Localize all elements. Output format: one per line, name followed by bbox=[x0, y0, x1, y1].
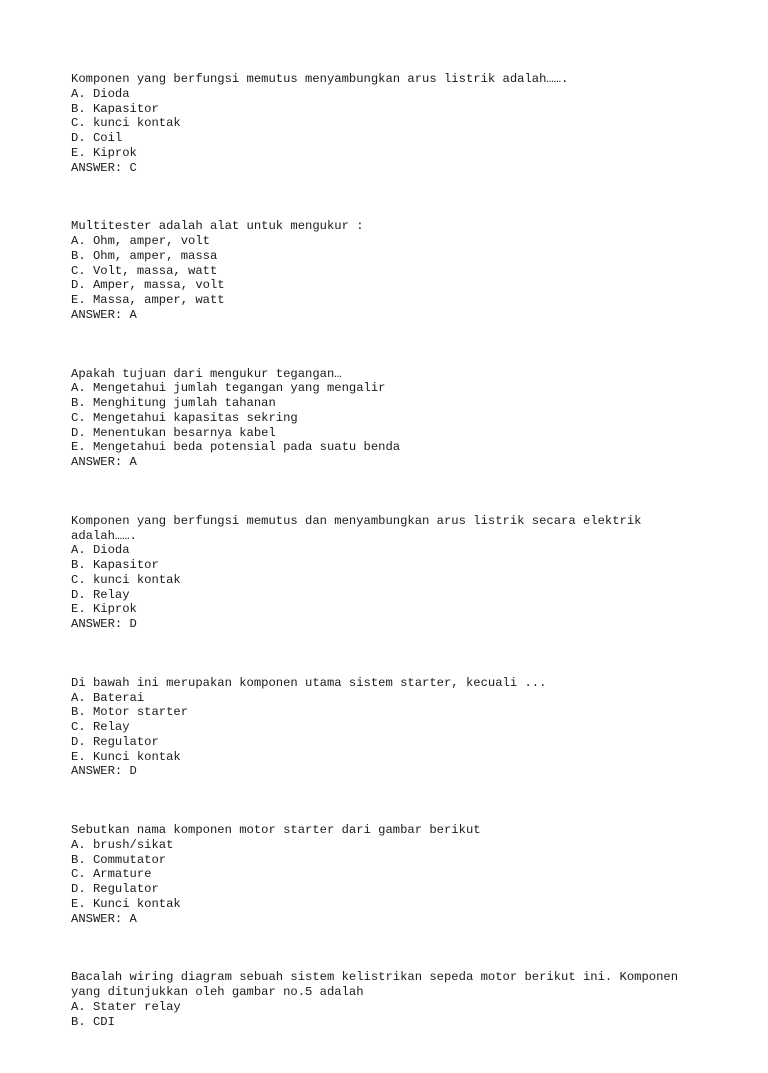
option-b: B. CDI bbox=[71, 1014, 115, 1029]
question-text: Komponen yang berfungsi memutus dan menyambungkan arus listrik secara elektrik adalah……. bbox=[71, 513, 649, 543]
option-a: A. Mengetahui jumlah tegangan yang mengalir bbox=[71, 381, 386, 396]
option-b: B. Ohm, amper, massa bbox=[71, 248, 218, 263]
option-c: C. Relay bbox=[71, 720, 130, 734]
option-b: B. Menghitung jumlah tahanan bbox=[71, 396, 276, 410]
question-6 bbox=[71, 823, 731, 926]
question-2 bbox=[71, 219, 731, 322]
option-d: D. Menentukan besarnya kabel bbox=[71, 425, 276, 440]
option-d: D. Coil bbox=[71, 131, 123, 145]
option-c: C. kunci kontak bbox=[71, 572, 181, 587]
option-b: B. Commutator bbox=[71, 852, 167, 867]
option-e: E. Mengetahui beda potensial pada suatu benda bbox=[71, 440, 401, 455]
option-b: B. Kapasitor bbox=[71, 101, 159, 116]
question-3 bbox=[71, 367, 731, 470]
option-e: E. Kiprok bbox=[71, 145, 137, 160]
option-d: D. Relay bbox=[71, 587, 130, 602]
answer-line: ANSWER: D bbox=[71, 617, 137, 631]
option-a: A. Baterai bbox=[71, 690, 145, 705]
question-text: Komponen yang berfungsi memutus menyambungkan arus listrik adalah……. bbox=[71, 72, 569, 86]
question-text: Apakah tujuan dari mengukur tegangan… bbox=[71, 366, 342, 381]
option-e: E. Kunci kontak bbox=[71, 749, 181, 764]
option-c: C. Mengetahui kapasitas sekring bbox=[71, 410, 298, 425]
option-a: A. Dioda bbox=[71, 543, 130, 558]
option-c: C. Armature bbox=[71, 867, 152, 882]
question-text: Multitester adalah alat untuk mengukur : bbox=[71, 219, 364, 234]
document-page bbox=[71, 72, 731, 1073]
option-e: E. Kiprok bbox=[71, 602, 137, 617]
question-5 bbox=[71, 676, 731, 779]
answer-line: ANSWER: A bbox=[71, 911, 137, 926]
answer-line: ANSWER: D bbox=[71, 764, 137, 779]
option-b: B. Motor starter bbox=[71, 705, 189, 720]
option-e: E. Kunci kontak bbox=[71, 896, 181, 911]
option-a: A. brush/sikat bbox=[71, 837, 174, 852]
option-e: E. Massa, amper, watt bbox=[71, 293, 225, 307]
option-c: C. kunci kontak bbox=[71, 116, 181, 131]
option-a: A. Stater relay bbox=[71, 999, 181, 1014]
question-text: Sebutkan nama komponen motor starter dari gambar berikut bbox=[71, 823, 481, 837]
option-a: A. Ohm, amper, volt bbox=[71, 234, 210, 248]
question-7 bbox=[71, 970, 731, 1029]
option-b: B. Kapasitor bbox=[71, 558, 159, 572]
answer-line: ANSWER: C bbox=[71, 160, 137, 175]
question-text: Di bawah ini merupakan komponen utama sistem starter, kecuali ... bbox=[71, 675, 547, 690]
option-a: A. Dioda bbox=[71, 86, 130, 101]
question-1 bbox=[71, 72, 731, 175]
answer-line: ANSWER: A bbox=[71, 307, 137, 322]
option-d: D. Regulator bbox=[71, 734, 159, 749]
option-c: C. Volt, massa, watt bbox=[71, 263, 218, 278]
option-d: D. Regulator bbox=[71, 882, 159, 896]
answer-line: ANSWER: A bbox=[71, 455, 137, 469]
option-d: D. Amper, massa, volt bbox=[71, 278, 225, 293]
question-4 bbox=[71, 514, 731, 632]
question-text: Bacalah wiring diagram sebuah sistem kelistrikan sepeda motor berikut ini. Komponen yang ditunjukkan oleh gambar no.5 adalah bbox=[71, 970, 686, 999]
